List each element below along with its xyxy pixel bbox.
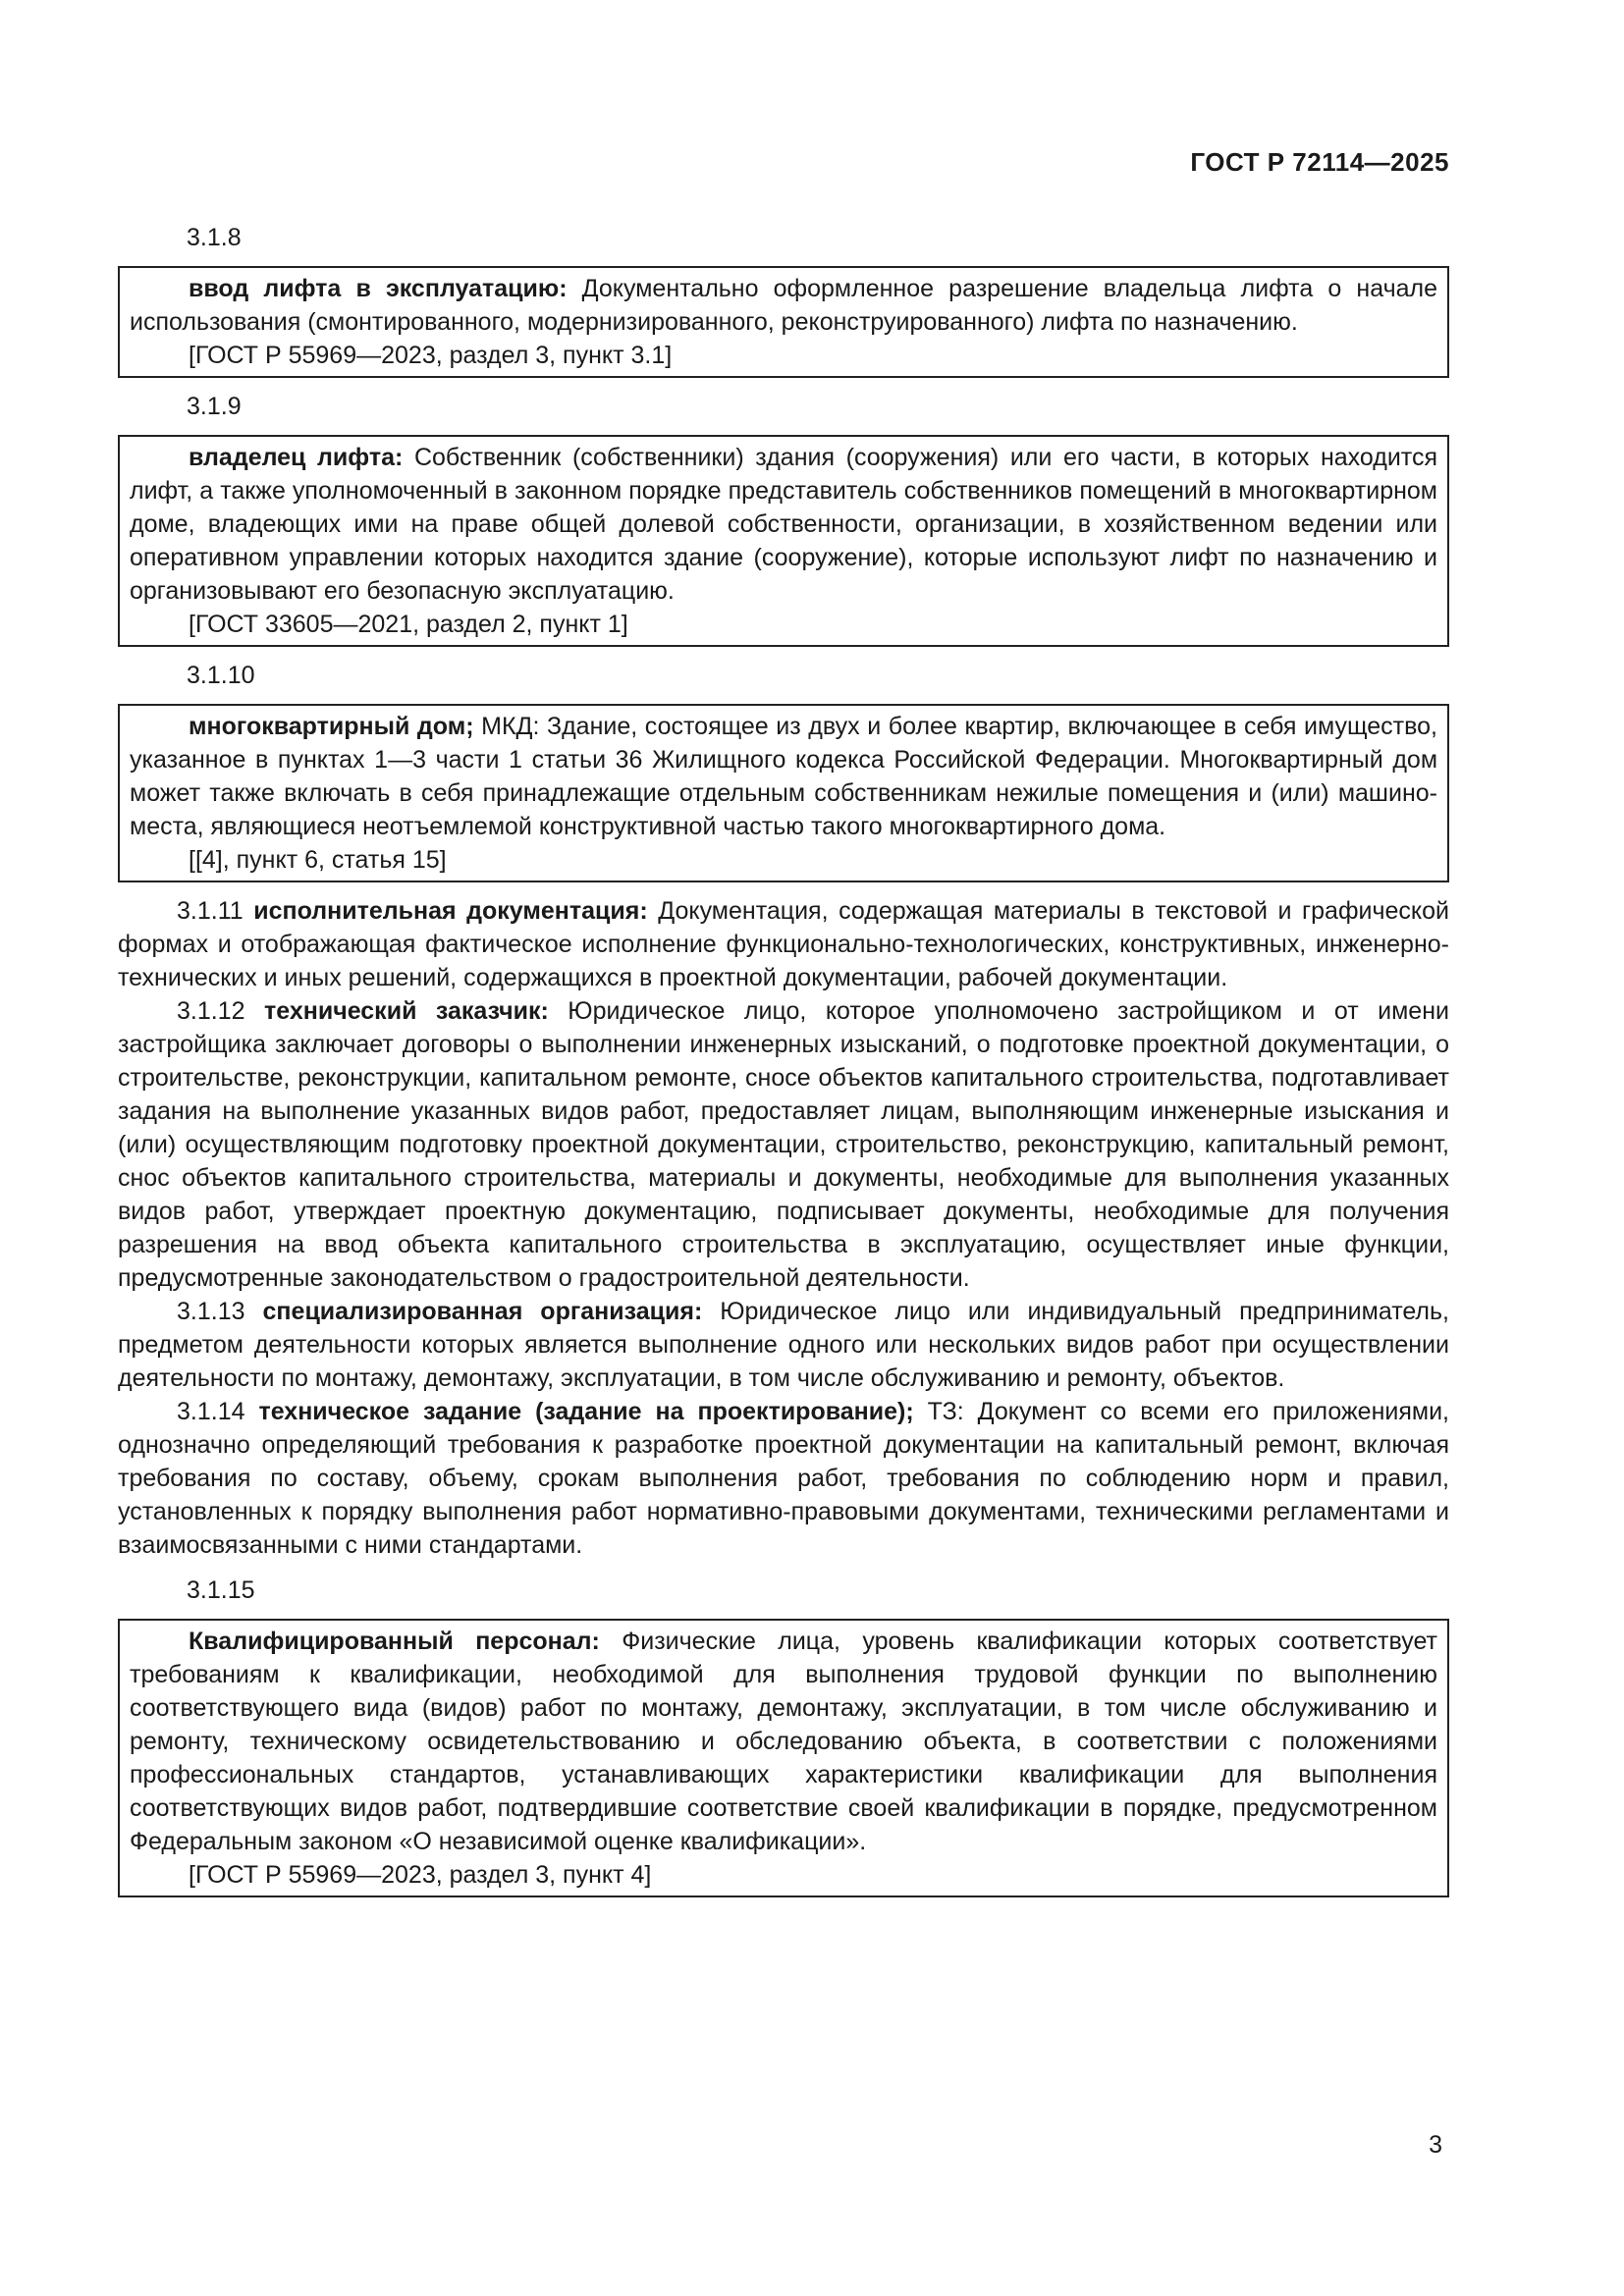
term-reference: [[4], пункт 6, статья 15]	[189, 846, 447, 874]
term-definition: многоквартирный дом; МКД: Здание, состоящее из двух и более квартир, включающее в себя имущество, указанное в пунктах 1—3 части 1 статьи 36 Жилищного кодекса Российской Федерации. Многоквартирный дом может также включать в себя принадлежащие отдельным собственникам нежилые помещения и (или) машино-места, являющиеся неотъемлемой конструктивной частью такого многоквартирного дома.	[130, 713, 1437, 840]
term-box	[118, 1619, 1449, 1897]
term-name: владелец лифта:	[189, 444, 404, 471]
terms-section	[118, 221, 1449, 1909]
term-name: исполнительная документация:	[253, 897, 648, 925]
term-number: 3.1.10	[187, 662, 255, 689]
term-paragraph: 3.1.14 техническое задание (задание на проектирование); ТЗ: Документ со всеми его приложениями, однозначно определяющий требования к разработке проектной документации на капитальный ремонт, включая требования по составу, объему, срокам выполнения работ, требования по соблюдению норм и правил, установленных к порядку выполнения работ нормативно-правовыми документами, техническими регламентами и взаимосвязанными с ними стандартами.	[118, 1398, 1449, 1559]
term-reference: [ГОСТ 33605—2021, раздел 2, пункт 1]	[189, 611, 628, 638]
page-number: 3	[1429, 2131, 1442, 2159]
term-name: техническое задание (задание на проектирование);	[258, 1398, 914, 1425]
term-definition: владелец лифта: Собственник (собственники) здания (сооружения) или его части, в которых находится лифт, а также уполномоченный в законном порядке представитель собственников помещений в многоквартирном доме, владеющих ими на праве общей долевой собственности, организации, в хозяйственном ведении или оперативном управлении которых находится здание (сооружение), которые используют лифт по назначению и организовывают его безопасную эксплуатацию.	[130, 444, 1437, 605]
term-box	[118, 704, 1449, 882]
term-name: технический заказчик:	[264, 997, 549, 1025]
term-definition: Квалифицированный персонал: Физические лица, уровень квалификации которых соответствует требованиям к квалификации, необходимой для выполнения трудовой функции по выполнению соответствующего вида (видов) работ по монтажу, демонтажу, эксплуатации, в том числе обслуживанию и ремонту, техническому освидетельствованию и обследованию объекта, в соответствии с положениями профессиональных стандартов, устанавливающих характеристики квалификации для выполнения соответствующих видов работ, подтвердившие соответствие своей квалификации в порядке, предусмотренном Федеральным законом «О независимой оценке квалификации».	[130, 1628, 1437, 1855]
term-number: 3.1.8	[187, 224, 242, 251]
term-paragraph: 3.1.11 исполнительная документация: Документация, содержащая материалы в текстовой и графической формах и отображающая фактическое исполнение функционально-технологических, конструктивных, инженерно-технических и иных решений, содержащихся в проектной документации, рабочей документации.	[118, 897, 1450, 991]
term-box	[118, 435, 1449, 647]
term-name: многоквартирный дом;	[189, 713, 474, 740]
term-number: 3.1.9	[187, 393, 242, 420]
term-name: Квалифицированный персонал:	[189, 1628, 600, 1655]
term-name: специализированная организация:	[262, 1298, 703, 1325]
term-number: 3.1.15	[187, 1576, 255, 1604]
term-box	[118, 266, 1449, 378]
term-reference: [ГОСТ Р 55969—2023, раздел 3, пункт 3.1]	[189, 342, 673, 369]
term-name: ввод лифта в эксплуатацию:	[189, 275, 568, 302]
term-reference: [ГОСТ Р 55969—2023, раздел 3, пункт 4]	[189, 1861, 652, 1889]
term-definition: ввод лифта в эксплуатацию: Документально оформленное разрешение владельца лифта о начале использования (смонтированного, модернизированного, реконструированного) лифта по назначению.	[130, 275, 1437, 336]
term-paragraph: 3.1.13 специализированная организация: Юридическое лицо или индивидуальный предприниматель, предметом деятельности которых является выполнение одного или нескольких видов работ при осуществлении деятельности по монтажу, демонтажу, эксплуатации, в том числе обслуживанию и ремонту, объектов.	[118, 1298, 1449, 1392]
standard-code: ГОСТ Р 72114—2025	[1190, 147, 1449, 177]
term-paragraph: 3.1.12 технический заказчик: Юридическое лицо, которое уполномочено застройщиком и от имени застройщика заключает договоры о выполнении инженерных изысканий, о подготовке проектной документации, о строительстве, реконструкции, капитальном ремонте, сносе объектов капитального строительства, подготавливает задания на выполнение указанных видов работ, предоставляет лицам, выполняющим инженерные изыскания и (или) осуществляющим подготовку проектной документации, строительство, реконструкцию, капитальный ремонт, снос объектов капитального строительства, материалы и документы, необходимые для выполнения указанных видов работ, утверждает проектную документацию, подписывает документы, необходимые для получения разрешения на ввод объекта капитального строительства в эксплуатацию, осуществляет иные функции, предусмотренные законодательством о градостроительной деятельности.	[118, 997, 1449, 1292]
